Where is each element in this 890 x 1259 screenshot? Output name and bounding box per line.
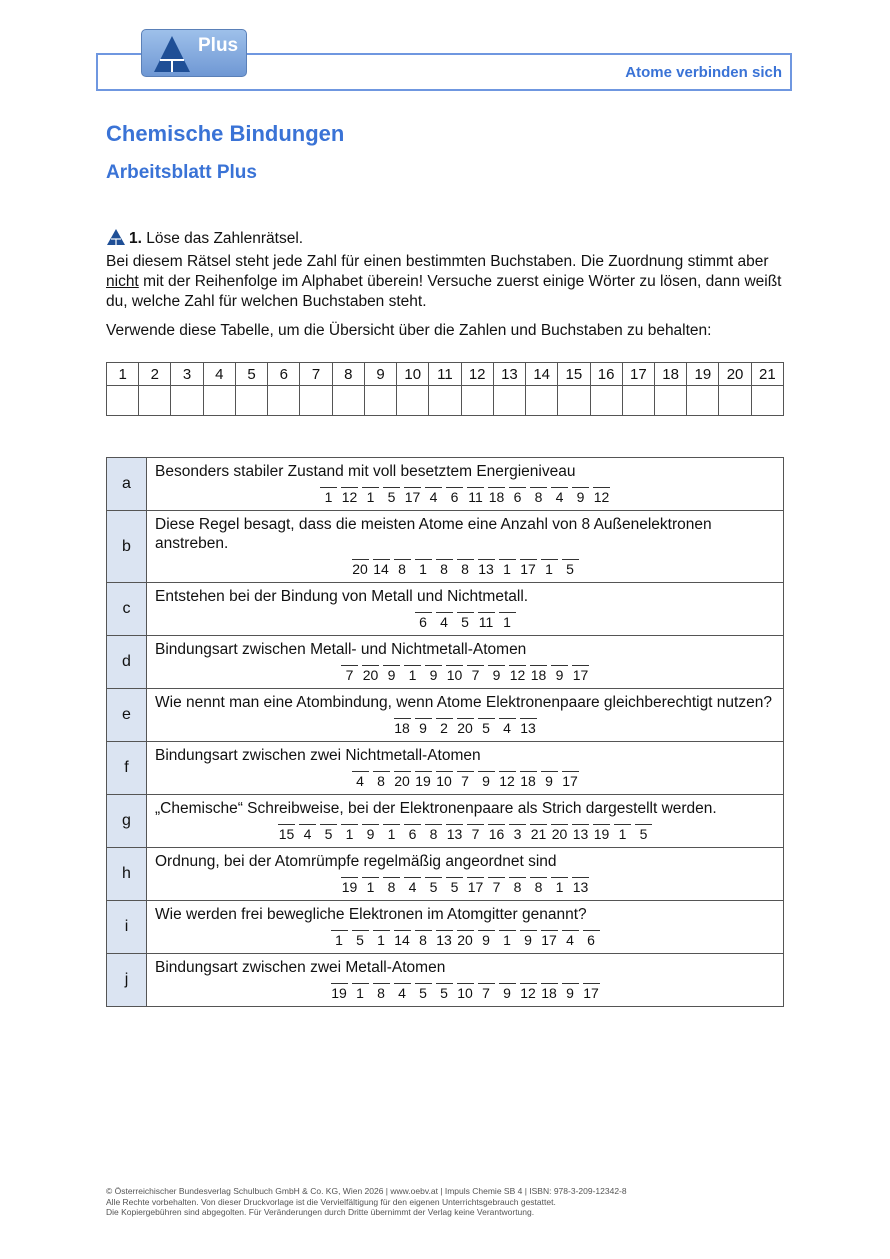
clue-row — [107, 636, 784, 689]
code-blank[interactable]: 13 — [436, 932, 452, 948]
number-cell: 20 — [719, 363, 751, 386]
code-blank[interactable]: 8 — [383, 877, 400, 895]
number-cell: 15 — [558, 363, 590, 386]
clue-row — [107, 689, 784, 742]
letter-answer-cell[interactable] — [332, 386, 364, 416]
code-blank[interactable]: 7 — [478, 983, 495, 1001]
clue-text: Bindungsart zwischen Metall- und Nichtmetall-Atomen — [155, 641, 527, 658]
code-blank[interactable]: 9 — [551, 665, 568, 683]
letter-answer-cell[interactable] — [203, 386, 235, 416]
clue-text: Wie werden frei bewegliche Elektronen im Atomgitter genannt? — [155, 906, 587, 923]
code-blank[interactable]: 9 — [541, 771, 558, 789]
code-blank[interactable]: 8 — [415, 930, 432, 948]
clue-text: Wie nennt man eine Atombindung, wenn Atome Elektronenpaare gleichberechtigt nutzen? — [155, 694, 772, 711]
code-blank[interactable]: 3 — [509, 824, 526, 842]
code-blank[interactable]: 17 — [467, 879, 484, 895]
number-cell: 19 — [687, 363, 719, 386]
code-sequence — [155, 824, 775, 844]
code-blank[interactable]: 18 — [520, 773, 536, 789]
clue-letter: c — [107, 583, 147, 636]
code-blank[interactable]: 11 — [478, 614, 494, 630]
number-cell: 13 — [493, 363, 525, 386]
code-blank[interactable]: 4 — [352, 771, 369, 789]
number-cell: 8 — [332, 363, 364, 386]
clue-letter: g — [107, 795, 147, 848]
clue-letter: h — [107, 848, 147, 901]
code-blank[interactable]: 7 — [467, 824, 484, 842]
task-description — [106, 252, 796, 312]
number-cell: 5 — [235, 363, 267, 386]
clue-content — [147, 458, 784, 511]
clue-content — [147, 848, 784, 901]
code-blank[interactable]: 17 — [520, 561, 536, 577]
code-sequence — [155, 612, 775, 632]
clue-content — [147, 583, 784, 636]
task-description-part2: mit der Reihenfolge im Alphabet überein! Versuche zuerst einige Wörter zu lösen, dann weißt du, welche Zahl für welchen Buchstaben steht. — [106, 273, 782, 310]
code-blank[interactable]: 8 — [373, 771, 390, 789]
code-blank[interactable]: 5 — [425, 877, 442, 895]
footer-line-1: © Österreichischer Bundesverlag Schulbuch GmbH & Co. KG, Wien 2026 | www.oebv.at | Impuls Chemie SB 4 | ISBN: 978-3-209-12342-8 — [106, 1186, 627, 1196]
code-sequence — [155, 718, 775, 738]
number-cell: 21 — [751, 363, 783, 386]
code-blank[interactable]: 14 — [373, 561, 389, 577]
code-blank[interactable]: 1 — [373, 930, 390, 948]
clue-row — [107, 954, 784, 1007]
code-blank[interactable]: 17 — [404, 489, 421, 505]
code-blank[interactable]: 19 — [331, 985, 347, 1001]
code-blank[interactable]: 1 — [383, 824, 400, 842]
code-blank[interactable]: 7 — [488, 877, 505, 895]
clue-content — [147, 795, 784, 848]
number-cell: 2 — [139, 363, 171, 386]
code-blank[interactable]: 8 — [394, 559, 411, 577]
number-cell: 14 — [526, 363, 558, 386]
letter-answer-cell[interactable] — [300, 386, 332, 416]
number-cell: 17 — [622, 363, 654, 386]
clue-letter: f — [107, 742, 147, 795]
page-title: Chemische Bindungen — [106, 121, 345, 146]
letter-answer-cell[interactable] — [364, 386, 396, 416]
code-blank[interactable]: 9 — [425, 665, 442, 683]
letter-answer-cell[interactable] — [719, 386, 751, 416]
number-cell: 18 — [654, 363, 686, 386]
number-cell: 16 — [590, 363, 622, 386]
code-blank[interactable]: 13 — [520, 720, 536, 736]
clue-letter: b — [107, 511, 147, 583]
clue-letter: e — [107, 689, 147, 742]
header-title: Atome verbinden sich — [625, 64, 782, 81]
code-blank[interactable]: 8 — [530, 487, 547, 505]
clue-row — [107, 901, 784, 954]
code-sequence — [155, 487, 775, 507]
clue-content — [147, 954, 784, 1007]
code-blank[interactable]: 4 — [394, 983, 411, 1001]
code-blank[interactable]: 4 — [425, 487, 442, 505]
clue-letter: j — [107, 954, 147, 1007]
code-blank[interactable]: 1 — [320, 487, 337, 505]
code-blank[interactable]: 9 — [478, 771, 495, 789]
code-blank[interactable]: 1 — [331, 930, 348, 948]
number-cell: 12 — [461, 363, 493, 386]
code-blank[interactable]: 8 — [457, 559, 474, 577]
code-blank[interactable]: 14 — [394, 932, 410, 948]
code-blank[interactable]: 21 — [530, 826, 547, 842]
code-blank[interactable]: 18 — [394, 720, 410, 736]
code-sequence — [155, 877, 775, 897]
code-blank[interactable]: 10 — [446, 667, 463, 683]
code-blank[interactable]: 1 — [499, 559, 516, 577]
code-blank[interactable]: 20 — [362, 667, 379, 683]
clue-text: Bindungsart zwischen zwei Nichtmetall-Atomen — [155, 747, 481, 764]
code-blank[interactable]: 9 — [499, 983, 516, 1001]
letter-answer-cell[interactable] — [461, 386, 493, 416]
triangle-logo-icon — [150, 32, 194, 74]
task-description-underlined: nicht — [106, 273, 139, 290]
clue-table — [106, 457, 784, 1007]
code-blank[interactable]: 6 — [446, 487, 463, 505]
task-number: 1. — [129, 230, 142, 247]
code-blank[interactable]: 19 — [593, 826, 610, 842]
letter-answer-cell[interactable] — [171, 386, 203, 416]
clue-text: Bindungsart zwischen zwei Metall-Atomen — [155, 959, 446, 976]
code-sequence — [155, 559, 775, 579]
code-blank[interactable]: 5 — [383, 487, 400, 505]
task-heading — [106, 228, 796, 252]
task-block — [106, 228, 796, 312]
code-blank[interactable]: 17 — [583, 985, 599, 1001]
code-blank[interactable]: 9 — [478, 930, 495, 948]
code-blank[interactable]: 6 — [404, 824, 421, 842]
code-blank[interactable]: 5 — [320, 824, 337, 842]
code-blank[interactable]: 1 — [499, 612, 516, 630]
code-blank[interactable]: 8 — [373, 983, 390, 1001]
letter-answer-cell[interactable] — [493, 386, 525, 416]
code-sequence — [155, 665, 775, 685]
code-blank[interactable]: 20 — [457, 720, 473, 736]
code-blank[interactable]: 18 — [488, 489, 505, 505]
clue-row — [107, 795, 784, 848]
code-blank[interactable]: 12 — [341, 489, 358, 505]
clue-letter: d — [107, 636, 147, 689]
code-blank[interactable]: 8 — [436, 559, 453, 577]
code-blank[interactable]: 1 — [352, 983, 369, 1001]
number-cell: 11 — [429, 363, 461, 386]
number-cell: 6 — [268, 363, 300, 386]
footer-line-3: Die Kopiergebühren sind abgegolten. Für Veränderungen durch Dritte übernimmt der Verlag keine Verantwortung. — [106, 1207, 535, 1217]
code-blank[interactable]: 4 — [499, 718, 516, 736]
letter-answer-cell[interactable] — [235, 386, 267, 416]
code-blank[interactable]: 4 — [404, 877, 421, 895]
number-cell: 7 — [300, 363, 332, 386]
code-blank[interactable]: 19 — [415, 773, 431, 789]
code-blank[interactable]: 15 — [278, 826, 295, 842]
footer-line-2: Alle Rechte vorbehalten. Von dieser Druckvorlage ist die Vervielfältigung für den eigenen Unterrichtsgebrauch gestattet. — [106, 1196, 556, 1207]
letter-answer-cell[interactable] — [622, 386, 654, 416]
code-blank[interactable]: 9 — [415, 718, 432, 736]
code-blank[interactable]: 19 — [341, 879, 358, 895]
code-sequence — [155, 930, 775, 950]
code-blank[interactable]: 13 — [446, 826, 463, 842]
code-blank[interactable]: 1 — [614, 824, 631, 842]
letter-answer-cell[interactable] — [590, 386, 622, 416]
code-blank[interactable]: 12 — [509, 667, 526, 683]
code-blank[interactable]: 12 — [593, 489, 610, 505]
clue-letter: a — [107, 458, 147, 511]
code-blank[interactable]: 9 — [562, 983, 579, 1001]
code-blank[interactable]: 17 — [541, 932, 557, 948]
number-cell: 10 — [397, 363, 429, 386]
code-blank[interactable]: 18 — [530, 667, 547, 683]
clue-content — [147, 689, 784, 742]
clue-text: Besonders stabiler Zustand mit voll besetztem Energieniveau — [155, 463, 576, 480]
code-blank[interactable]: 9 — [488, 665, 505, 683]
letter-answer-cell[interactable] — [268, 386, 300, 416]
code-blank[interactable]: 8 — [509, 877, 526, 895]
code-blank[interactable]: 12 — [520, 985, 536, 1001]
code-blank[interactable]: 8 — [530, 877, 547, 895]
letter-answer-cell[interactable] — [526, 386, 558, 416]
code-blank[interactable]: 5 — [635, 824, 652, 842]
number-cell: 4 — [203, 363, 235, 386]
code-blank[interactable]: 4 — [551, 487, 568, 505]
code-blank[interactable]: 1 — [362, 487, 379, 505]
number-cell: 1 — [107, 363, 139, 386]
clue-text: Entstehen bei der Bindung von Metall und Nichtmetall. — [155, 588, 529, 605]
code-blank[interactable]: 5 — [457, 612, 474, 630]
clue-text: Ordnung, bei der Atomrümpfe regelmäßig angeordnet sind — [155, 853, 557, 870]
letter-answer-cell[interactable] — [687, 386, 719, 416]
code-blank[interactable]: 5 — [478, 718, 495, 736]
code-blank[interactable]: 9 — [383, 665, 400, 683]
code-blank[interactable]: 1 — [415, 559, 432, 577]
code-blank[interactable]: 5 — [562, 559, 579, 577]
logo — [141, 29, 247, 77]
code-blank[interactable]: 5 — [446, 877, 463, 895]
code-blank[interactable]: 7 — [341, 665, 358, 683]
code-blank[interactable]: 10 — [457, 985, 473, 1001]
number-cell: 9 — [364, 363, 396, 386]
code-blank[interactable]: 13 — [572, 879, 589, 895]
code-blank[interactable]: 11 — [468, 489, 483, 505]
code-blank[interactable]: 20 — [352, 561, 368, 577]
clue-row — [107, 848, 784, 901]
clue-row — [107, 511, 784, 583]
clue-row — [107, 742, 784, 795]
code-blank[interactable]: 20 — [551, 826, 568, 842]
clue-content — [147, 742, 784, 795]
task-description-part1: Bei diesem Rätsel steht jede Zahl für einen bestimmten Buchstaben. Die Zuordnung stimmt aber — [106, 253, 769, 270]
letter-answer-cell[interactable] — [139, 386, 171, 416]
letter-answer-cell[interactable] — [429, 386, 461, 416]
logo-text: Plus — [198, 35, 239, 56]
page-subtitle: Arbeitsblatt Plus — [106, 162, 257, 183]
code-blank[interactable]: 5 — [352, 930, 369, 948]
code-blank[interactable]: 7 — [467, 665, 484, 683]
table-intro: Verwende diese Tabelle, um die Übersicht über die Zahlen und Buchstaben zu behalten: — [106, 322, 712, 339]
task-instruction: Löse das Zahlenrätsel. — [146, 230, 304, 247]
code-blank[interactable]: 1 — [404, 665, 421, 683]
code-blank[interactable]: 8 — [425, 824, 442, 842]
code-blank[interactable]: 10 — [436, 773, 452, 789]
letter-answer-cell[interactable] — [751, 386, 783, 416]
number-letter-table — [106, 362, 784, 416]
code-blank[interactable]: 1 — [541, 559, 558, 577]
code-blank[interactable]: 5 — [415, 983, 432, 1001]
code-blank[interactable]: 4 — [299, 824, 316, 842]
code-blank[interactable]: 1 — [499, 930, 516, 948]
code-blank[interactable]: 1 — [341, 824, 358, 842]
code-blank[interactable]: 9 — [572, 487, 589, 505]
code-blank[interactable]: 13 — [572, 826, 589, 842]
code-blank[interactable]: 4 — [436, 612, 453, 630]
clue-row — [107, 458, 784, 511]
code-blank[interactable]: 4 — [562, 930, 579, 948]
clue-content — [147, 636, 784, 689]
code-blank[interactable]: 7 — [457, 771, 474, 789]
clue-text: Diese Regel besagt, dass die meisten Atome eine Anzahl von 8 Außenelektronen anstreben. — [155, 516, 712, 552]
code-blank[interactable]: 9 — [362, 824, 379, 842]
letter-answer-cell[interactable] — [397, 386, 429, 416]
code-blank[interactable]: 6 — [583, 930, 600, 948]
clue-row — [107, 583, 784, 636]
clue-content — [147, 511, 784, 583]
letter-answer-cell[interactable] — [558, 386, 590, 416]
code-blank[interactable]: 20 — [457, 932, 473, 948]
code-blank[interactable]: 2 — [436, 718, 453, 736]
code-blank[interactable]: 5 — [436, 983, 453, 1001]
code-blank[interactable]: 6 — [415, 612, 432, 630]
clue-letter: i — [107, 901, 147, 954]
code-blank[interactable]: 6 — [509, 487, 526, 505]
code-blank[interactable]: 1 — [362, 877, 379, 895]
code-blank[interactable]: 13 — [478, 561, 494, 577]
code-blank[interactable]: 17 — [562, 773, 578, 789]
code-blank[interactable]: 16 — [488, 826, 505, 842]
triangle-task-icon — [106, 228, 126, 252]
code-blank[interactable]: 12 — [499, 773, 515, 789]
letter-answer-cell[interactable] — [654, 386, 686, 416]
letter-answer-cell[interactable] — [107, 386, 139, 416]
code-blank[interactable]: 1 — [551, 877, 568, 895]
code-blank[interactable]: 17 — [572, 667, 589, 683]
code-blank[interactable]: 20 — [394, 773, 410, 789]
code-blank[interactable]: 9 — [520, 930, 537, 948]
code-sequence — [155, 983, 775, 1003]
code-sequence — [155, 771, 775, 791]
footer — [106, 1186, 627, 1218]
code-blank[interactable]: 18 — [541, 985, 557, 1001]
clue-content — [147, 901, 784, 954]
clue-text: „Chemische“ Schreibweise, bei der Elektronenpaare als Strich dargestellt werden. — [155, 800, 717, 817]
number-cell: 3 — [171, 363, 203, 386]
